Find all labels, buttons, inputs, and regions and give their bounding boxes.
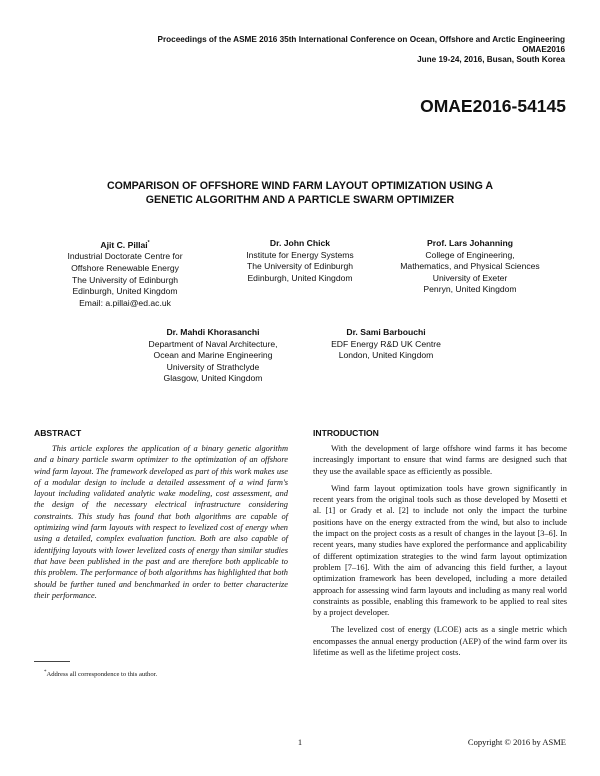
introduction-heading: INTRODUCTION	[313, 428, 379, 438]
affiliation-line: Ocean and Marine Engineering	[153, 350, 273, 361]
author-name: Dr. Mahdi Khorasanchi	[166, 327, 260, 337]
affiliation-line: The University of Edinburgh	[71, 274, 179, 285]
affiliation-line: Offshore Renewable Energy	[71, 263, 179, 274]
abstract-body: This article explores the application of a binary genetic algorithm and a binary particle swarm optimizer to the optimization of an offshore wind farm layout. The framework developed as part of this work makes use of a modular design to include a detailed assessment of a wind farm's layout including validated analytic wake modeling, cost assessment, and the design of the necessary electrical infrastructure considering constraints. This study has found that both algorithms are capable of optimizing wind farm layouts with respect to levelized cost of energy when using a detailed, complex evaluation function. Both are also capable of identifying layouts with lower levelized costs of energy than similar studies that have been published in the past and are therefore both applicable to this problem. The performance of both algorithms has highlighted that both should be further tuned and benchmarked in order to better characterize their performance.	[34, 444, 288, 600]
author-name: Prof. Lars Johanning	[427, 238, 513, 248]
paper-id: OMAE2016-54145	[420, 96, 566, 116]
author-name: Dr. Sami Barbouchi	[346, 327, 426, 337]
affiliation-line: University of Strathclyde	[166, 361, 260, 372]
conference-code: OMAE2016	[522, 45, 565, 54]
footnote: *Address all correspondence to this author.	[44, 670, 158, 679]
conference-date-location: June 19-24, 2016, Busan, South Korea	[417, 55, 565, 64]
affiliation-line: Edinburgh, United Kingdom	[247, 272, 353, 283]
introduction-body	[313, 443, 567, 664]
affiliation-line: Industrial Doctorate Centre for	[67, 251, 183, 262]
introduction-paragraph: The levelized cost of energy (LCOE) acts as a single metric which encompasses the annual energy production (AEP) of the wind farm over its lifetime as well as the lifetime project costs.	[313, 625, 567, 658]
conference-name: Proceedings of the ASME 2016 35th International Conference on Ocean, Offshore and Arctic Engineering	[157, 35, 565, 44]
affiliation-line: Edinburgh, United Kingdom	[72, 286, 178, 297]
introduction-paragraph: With the development of large offshore wind farms it has become increasingly important to ensure that wind farms are designed such that they use the available space as efficiently as possible.	[313, 444, 567, 476]
author-block-barbouchi	[291, 327, 481, 362]
affiliation-line: Mathematics, and Physical Sciences	[400, 261, 540, 272]
abstract-heading: ABSTRACT	[34, 428, 82, 438]
paper-title-line-2: GENETIC ALGORITHM AND A PARTICLE SWARM OPTIMIZER	[145, 194, 455, 206]
affiliation-line: Department of Naval Architecture,	[148, 338, 278, 349]
author-block-pillai	[30, 238, 220, 309]
author-name: Ajit C. Pillai*	[100, 239, 150, 250]
author-email[interactable]: Email: a.pillai@ed.ac.uk	[79, 297, 171, 308]
affiliation-line: Institute for Energy Systems	[246, 249, 354, 260]
introduction-paragraph: Wind farm layout optimization tools have grown significantly in recent years from the original tools such as those developed by Mosetti et al. [1] or Grady et al. [2] to include not only the impact the turbine positions have on the energy extracted from the wind, but also to include the impact on the project costs as a result of changes in the layout [3–6]. In recent years, many studies have explored the performance and applicability of different optimization strategies to the wind farm layout optimization problem [7–16]. With the aim of advancing this field further, a layout optimization framework has been developed, including a more detailed approach for assessing wind farm layouts and including as many real world constraints as possible, enabling this framework to be applied to real sites by a project developer.	[313, 483, 567, 618]
affiliation-line: Glasgow, United Kingdom	[163, 373, 263, 384]
affiliation-line: EDF Energy R&D UK Centre	[331, 338, 441, 349]
page-number: 1	[297, 737, 303, 747]
affiliation-line: Penryn, United Kingdom	[423, 284, 517, 295]
paper-title-line-1: COMPARISON OF OFFSHORE WIND FARM LAYOUT OPTIMIZATION USING A	[106, 180, 494, 192]
author-block-johanning	[375, 238, 565, 296]
affiliation-line: The University of Edinburgh	[246, 261, 354, 272]
copyright-notice: Copyright © 2016 by ASME	[467, 737, 566, 747]
affiliation-line: University of Exeter	[432, 272, 508, 283]
author-name: Dr. John Chick	[269, 238, 331, 248]
affiliation-line: London, United Kingdom	[338, 350, 434, 361]
footnote-divider	[34, 661, 70, 662]
author-block-chick	[205, 238, 395, 284]
affiliation-line: College of Engineering,	[425, 249, 515, 260]
author-block-khorasanchi	[118, 327, 308, 385]
